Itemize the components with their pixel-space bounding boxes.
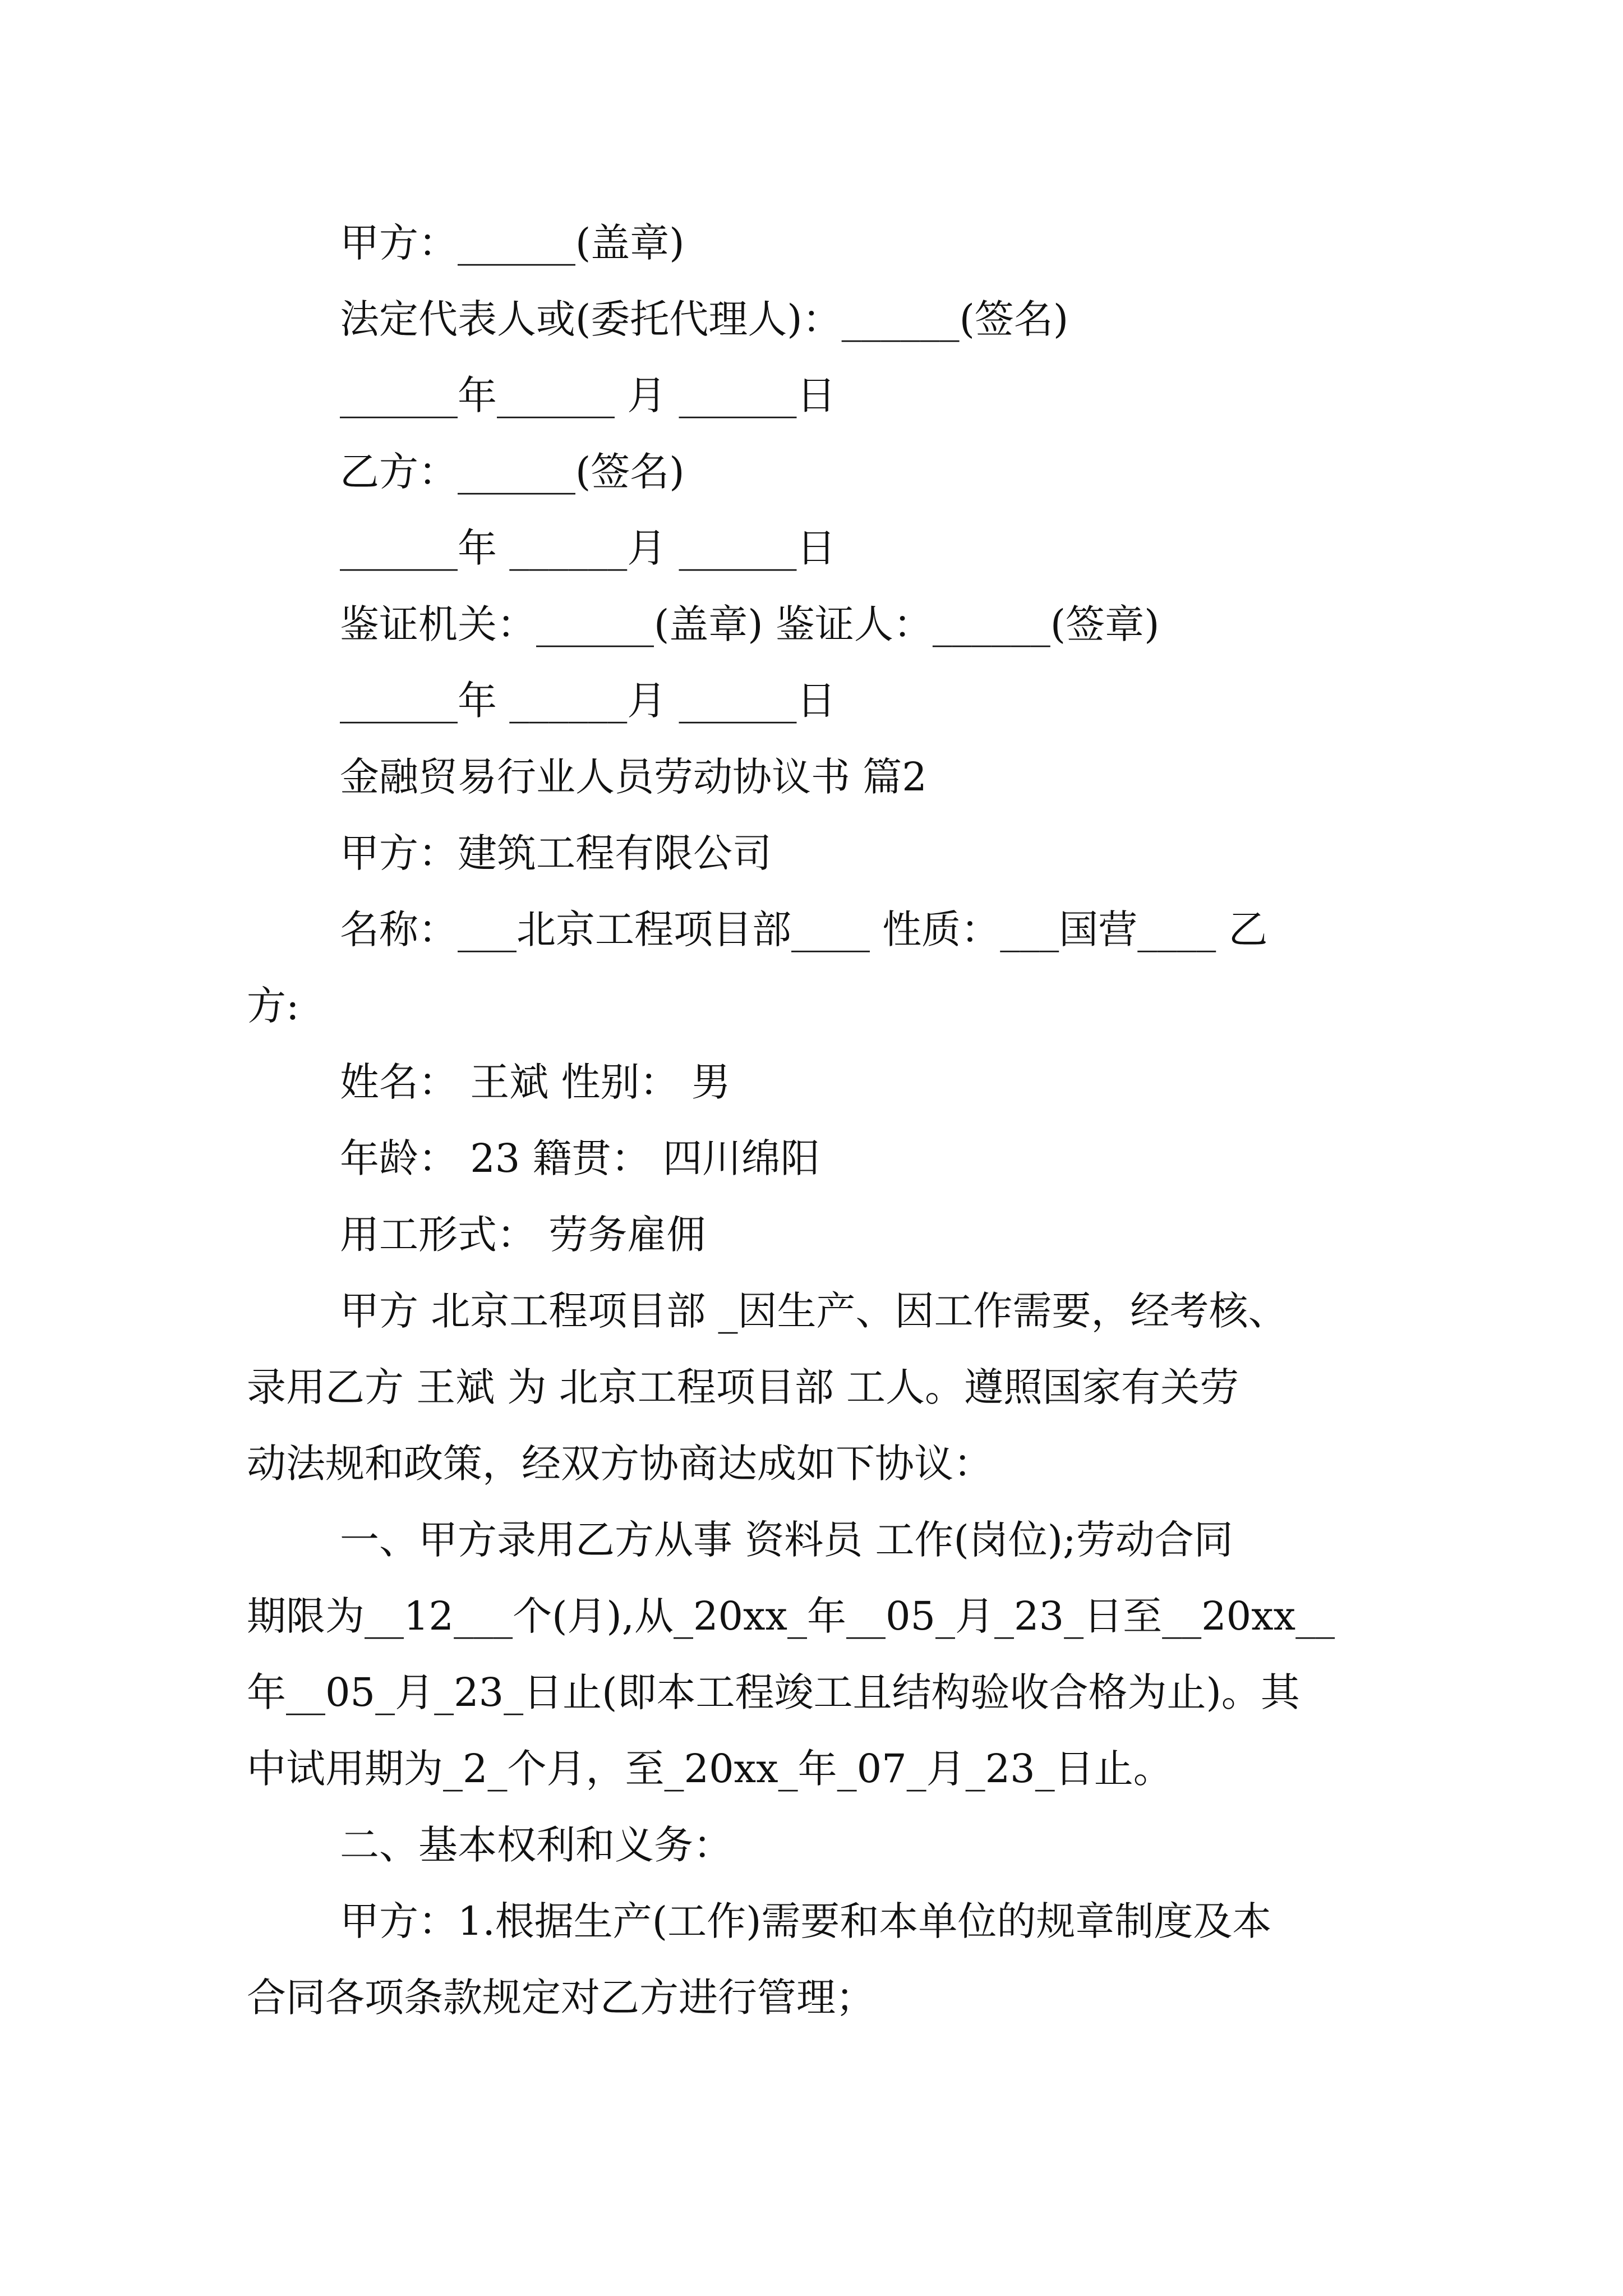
paragraph-3-line-2: 合同各项条款规定对乙方进行管理； xyxy=(247,1975,875,2021)
name-nature-line: 名称：___北京工程项目部____ 性质：___国营____ 乙 xyxy=(340,907,1268,953)
date-line-1: ______年______ 月 ______日 xyxy=(340,372,836,418)
legal-representative-line: 法定代表人或(委托代理人)：______(签名) xyxy=(340,296,1069,342)
party-a-seal-line: 甲方：______(盖章) xyxy=(340,220,685,266)
paragraph-2-line-4: 中试用期为_2_个月，至_20xx_年_07_月_23_日止。 xyxy=(247,1746,1173,1792)
paragraph-1-line-2: 录用乙方 王斌 为 北京工程项目部 工人。遵照国家有关劳 xyxy=(247,1364,1239,1410)
party-b-label-line: 方: xyxy=(247,983,299,1029)
certification-line: 鉴证机关：______(盖章) 鉴证人：______(签章) xyxy=(340,601,1160,647)
paragraph-2-line-2: 期限为__12___个(月),从_20xx_年__05_月_23_日至__20xx__ xyxy=(247,1593,1335,1639)
date-line-2: ______年 ______月 ______日 xyxy=(340,525,836,571)
section-rights-heading: 二、基本权利和义务： xyxy=(340,1822,732,1868)
paragraph-1-line-1: 甲方 北京工程项目部 _因生产、因工作需要，经考核、 xyxy=(340,1288,1288,1334)
paragraph-2-line-1: 一、甲方录用乙方从事 资料员 工作(岗位);劳动合同 xyxy=(340,1517,1233,1563)
paragraph-3-line-1: 甲方：1.根据生产(工作)需要和本单位的规章制度及本 xyxy=(340,1898,1272,1944)
section-title: 金融贸易行业人员劳动协议书 篇2 xyxy=(340,754,927,800)
party-b-sign-line: 乙方：______(签名) xyxy=(340,449,685,495)
paragraph-1-line-3: 动法规和政策，经双方协商达成如下协议： xyxy=(247,1441,993,1487)
name-gender-line: 姓名： 王斌 性别： 男 xyxy=(340,1059,731,1105)
age-origin-line: 年龄： 23 籍贯： 四川绵阳 xyxy=(340,1135,820,1181)
paragraph-2-line-3: 年__05_月_23_日止(即本工程竣工且结构验收合格为止)。其 xyxy=(247,1669,1300,1715)
party-a-company-line: 甲方：建筑工程有限公司 xyxy=(340,830,772,876)
employment-form-line: 用工形式： 劳务雇佣 xyxy=(340,1212,706,1258)
date-line-3: ______年 ______月 ______日 xyxy=(340,678,836,724)
